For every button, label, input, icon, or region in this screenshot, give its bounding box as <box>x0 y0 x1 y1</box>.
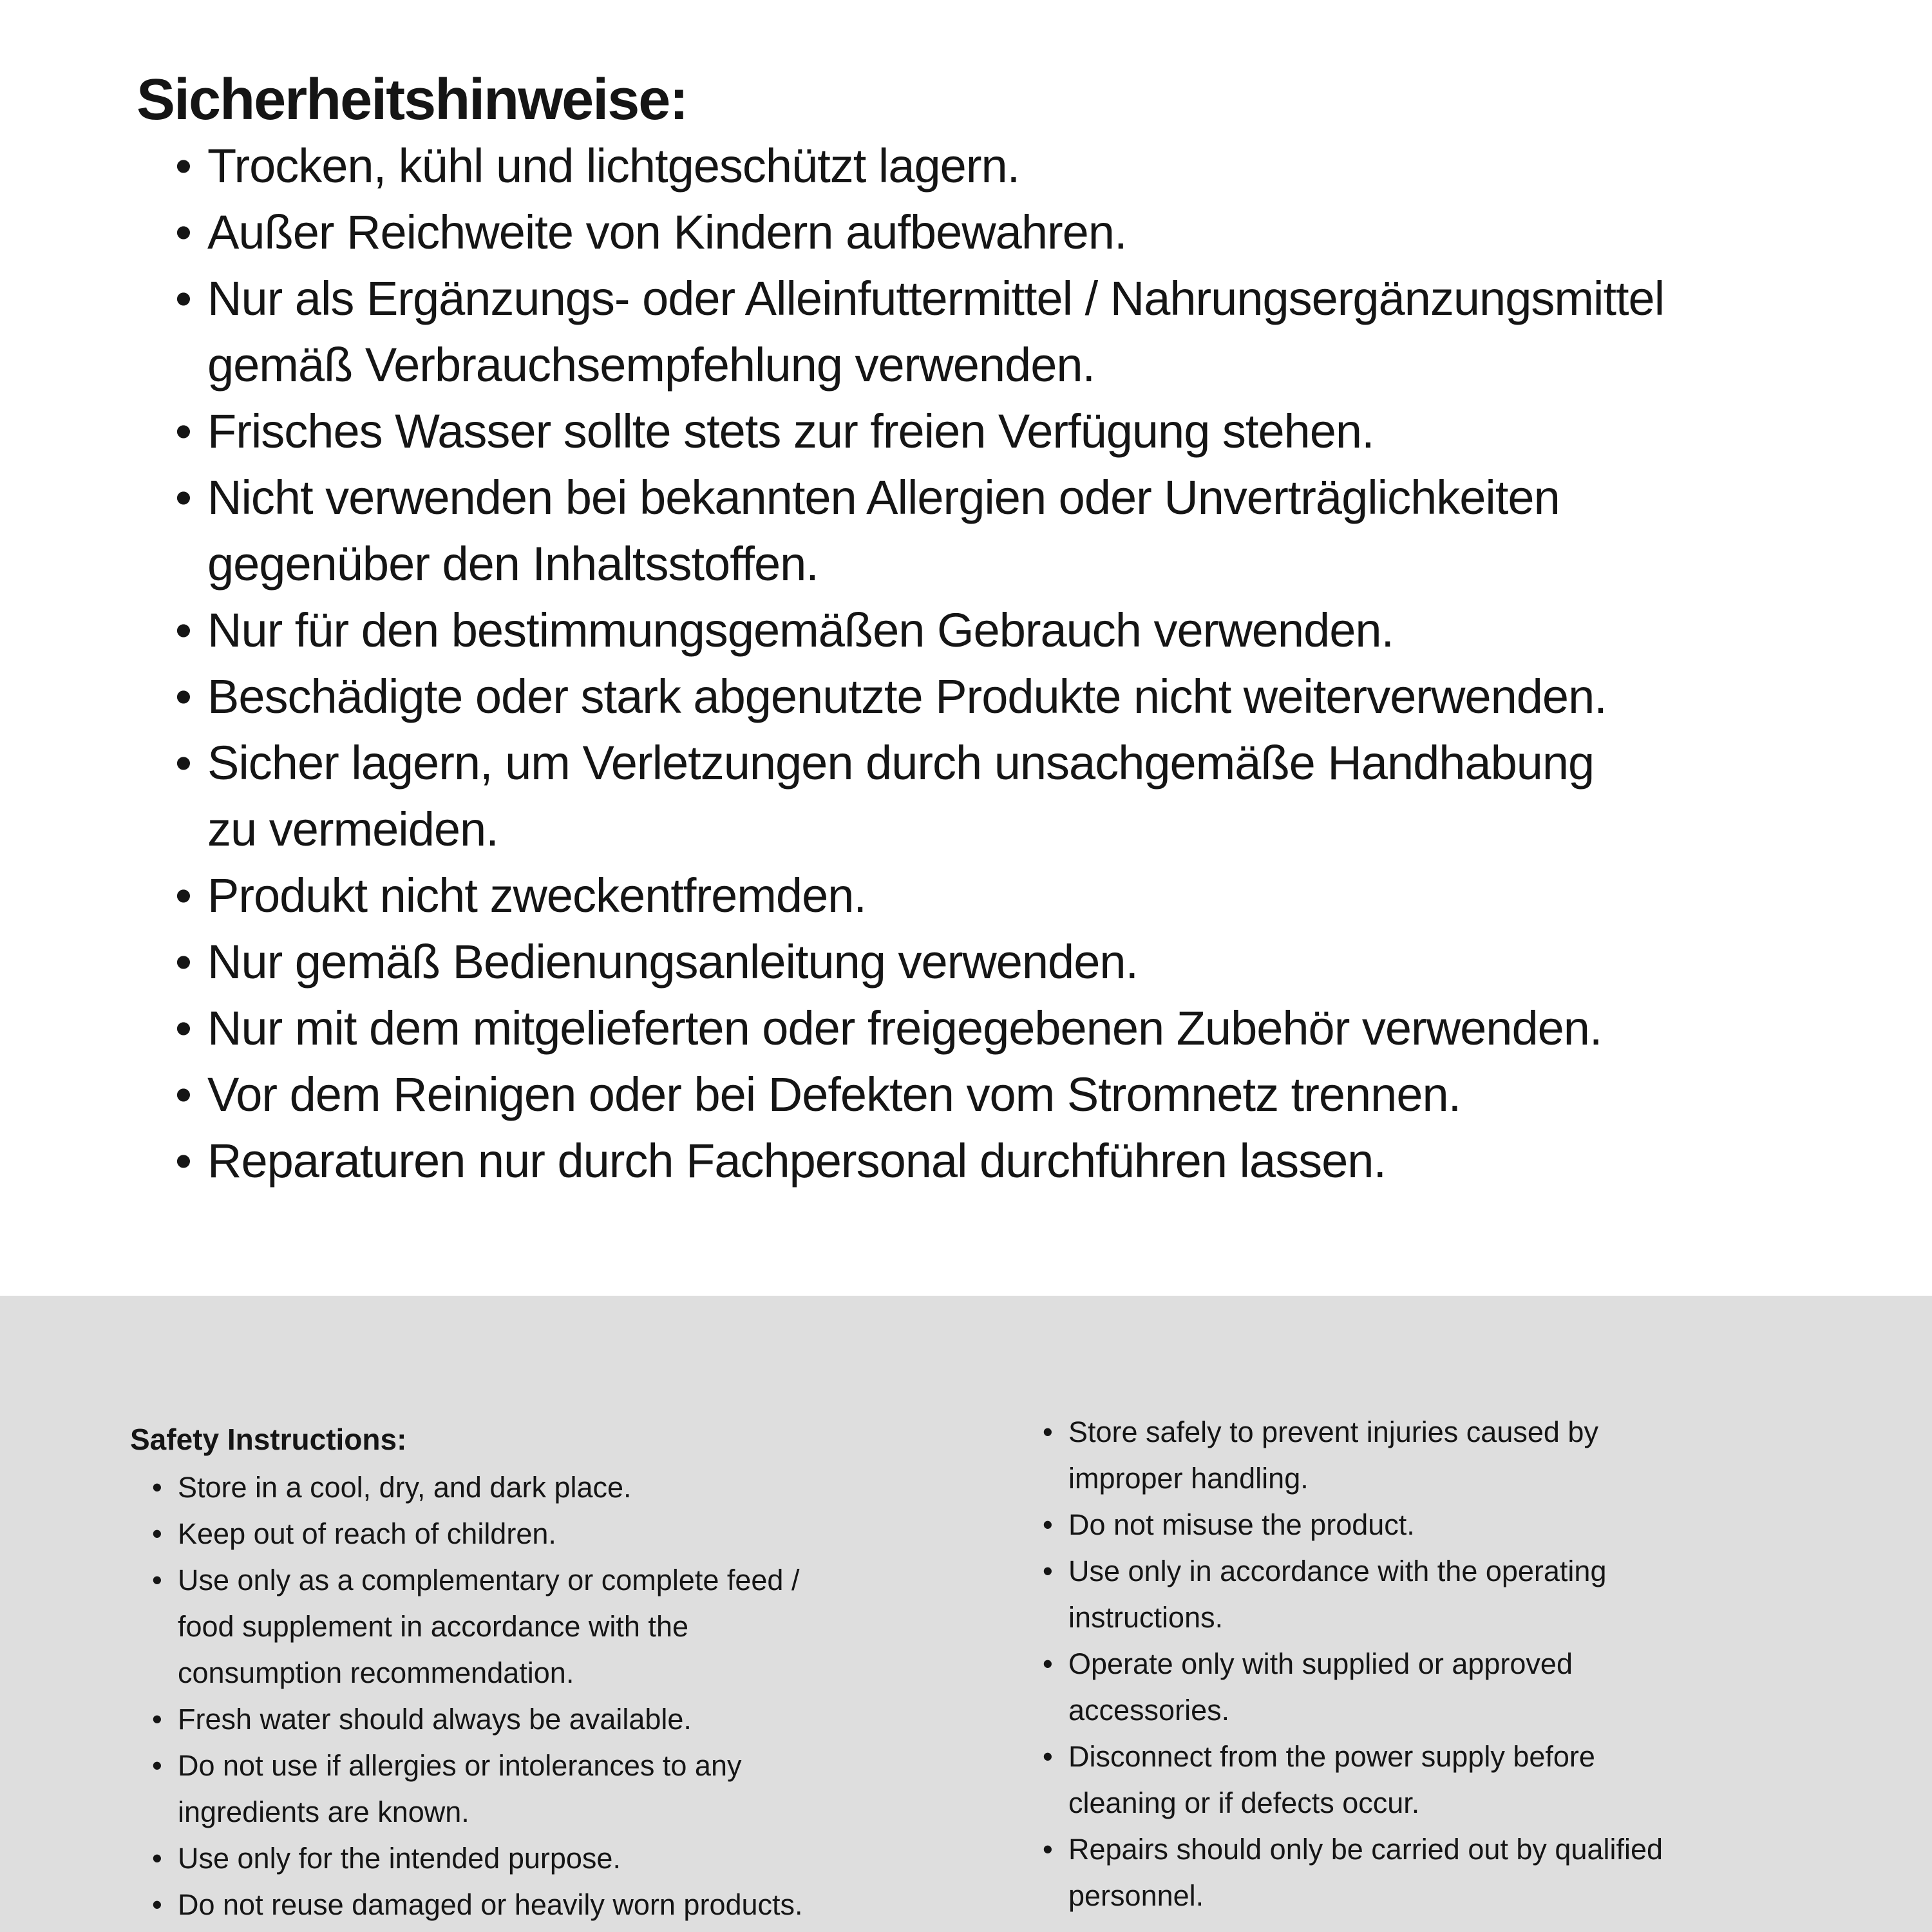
bullet-icon: • <box>175 1001 191 1055</box>
list-item-text: Use only as a complementary or complete feed / <box>178 1564 800 1596</box>
list-item <box>1043 1502 1918 1548</box>
english-left-column <box>152 1464 1054 1928</box>
bullet-icon: • <box>175 139 191 193</box>
list-item-text: improper handling. <box>1068 1462 1309 1495</box>
list-item-text: Nur als Ergänzungs- oder Alleinfuttermittel / Nahrungsergänzungsmittel <box>207 272 1665 325</box>
bullet-icon: • <box>1043 1555 1053 1587</box>
bullet-icon: • <box>1043 1647 1053 1680</box>
list-item-text: Vor dem Reinigen oder bei Defekten vom Stromnetz trennen. <box>207 1068 1461 1121</box>
bullet-icon: • <box>152 1564 162 1596</box>
list-item-text: Keep out of reach of children. <box>178 1517 556 1550</box>
list-item <box>152 1696 1054 1743</box>
bullet-icon: • <box>175 205 191 259</box>
bullet-icon: • <box>175 1068 191 1121</box>
list-item-text: instructions. <box>1068 1601 1224 1634</box>
list-item <box>152 1557 1054 1604</box>
list-item-text: cleaning or if defects occur. <box>1068 1786 1420 1819</box>
list-item <box>152 1743 1054 1789</box>
list-item-text: Store in a cool, dry, and dark place. <box>178 1471 632 1504</box>
list-item-text: Use only in accordance with the operating <box>1068 1555 1607 1587</box>
list-item-text: Do not reuse damaged or heavily worn products. <box>178 1888 803 1921</box>
list-item <box>1043 1641 1918 1687</box>
english-heading: Safety Instructions: <box>130 1423 407 1456</box>
bullet-icon: • <box>175 869 191 922</box>
bullet-icon: • <box>152 1888 162 1921</box>
list-item <box>175 663 1888 730</box>
list-item-continuation <box>152 1650 1054 1696</box>
list-item-continuation <box>1043 1687 1918 1734</box>
list-item <box>152 1835 1054 1882</box>
list-item-text: Operate only with supplied or approved <box>1068 1647 1573 1680</box>
list-item-continuation <box>152 1789 1054 1835</box>
list-item-continuation <box>175 531 1888 597</box>
list-item-text: Store safely to prevent injuries caused by <box>1068 1416 1598 1448</box>
list-item-text: Nur für den bestimmungsgemäßen Gebrauch verwenden. <box>207 603 1394 657</box>
list-item <box>152 1464 1054 1511</box>
list-item-text: zu vermeiden. <box>207 802 498 856</box>
bullet-icon: • <box>175 404 191 458</box>
bullet-icon: • <box>152 1471 162 1504</box>
list-item <box>175 398 1888 464</box>
bullet-icon: • <box>152 1749 162 1782</box>
bullet-icon: • <box>175 603 191 657</box>
list-item <box>175 597 1888 663</box>
list-item <box>1043 1734 1918 1780</box>
german-safety-list <box>175 133 1888 1194</box>
list-item <box>175 464 1888 531</box>
bullet-icon: • <box>1043 1740 1053 1773</box>
list-item <box>175 133 1888 199</box>
list-item <box>175 199 1888 265</box>
list-item-text: Reparaturen nur durch Fachpersonal durchführen lassen. <box>207 1134 1387 1188</box>
bullet-icon: • <box>1043 1833 1053 1866</box>
list-item <box>175 862 1888 929</box>
list-item-text: Frisches Wasser sollte stets zur freien Verfügung stehen. <box>207 404 1374 458</box>
list-item <box>152 1882 1054 1928</box>
list-item-continuation <box>1043 1780 1918 1826</box>
list-item <box>175 1061 1888 1128</box>
bullet-icon: • <box>152 1517 162 1550</box>
list-item-text: gemäß Verbrauchsempfehlung verwenden. <box>207 338 1095 392</box>
list-item-text: Nur mit dem mitgelieferten oder freigegebenen Zubehör verwenden. <box>207 1001 1602 1055</box>
list-item-text: ingredients are known. <box>178 1795 469 1828</box>
list-item-text: Nur gemäß Bedienungsanleitung verwenden. <box>207 935 1139 989</box>
list-item-text: Do not misuse the product. <box>1068 1508 1415 1541</box>
list-item-text: Use only for the intended purpose. <box>178 1842 621 1875</box>
list-item-text: Fresh water should always be available. <box>178 1703 692 1736</box>
list-item-text: Do not use if allergies or intolerances to any <box>178 1749 742 1782</box>
german-title: Sicherheitshinweise: <box>137 68 688 132</box>
list-item-text: Nicht verwenden bei bekannten Allergien oder Unverträglichkeiten <box>207 471 1560 524</box>
list-item-continuation <box>175 332 1888 398</box>
bullet-icon: • <box>175 670 191 723</box>
bullet-icon: • <box>1043 1508 1053 1541</box>
list-item-text: food supplement in accordance with the <box>178 1610 688 1643</box>
bullet-icon: • <box>1043 1416 1053 1448</box>
list-item-text: Trocken, kühl und lichtgeschützt lagern. <box>207 139 1020 193</box>
list-item-continuation <box>1043 1595 1918 1641</box>
list-item <box>175 929 1888 995</box>
english-right-column <box>1043 1409 1918 1919</box>
list-item-text: personnel. <box>1068 1879 1204 1912</box>
bullet-icon: • <box>175 272 191 325</box>
bullet-icon: • <box>175 1134 191 1188</box>
bullet-icon: • <box>175 935 191 989</box>
bullet-icon: • <box>152 1703 162 1736</box>
list-item <box>1043 1548 1918 1595</box>
list-item-text: Sicher lagern, um Verletzungen durch unsachgemäße Handhabung <box>207 736 1595 790</box>
bullet-icon: • <box>152 1842 162 1875</box>
list-item <box>1043 1826 1918 1873</box>
list-item-continuation <box>175 796 1888 862</box>
list-item-text: Außer Reichweite von Kindern aufbewahren. <box>207 205 1127 259</box>
bullet-icon: • <box>175 471 191 524</box>
list-item-text: accessories. <box>1068 1694 1230 1727</box>
list-item <box>175 265 1888 332</box>
list-item-text: consumption recommendation. <box>178 1656 574 1689</box>
list-item <box>175 730 1888 796</box>
list-item-text: Produkt nicht zweckentfremden. <box>207 869 866 922</box>
list-item <box>175 995 1888 1061</box>
list-item-text: Disconnect from the power supply before <box>1068 1740 1595 1773</box>
list-item-continuation <box>152 1604 1054 1650</box>
list-item <box>152 1511 1054 1557</box>
list-item <box>1043 1409 1918 1455</box>
list-item <box>175 1128 1888 1194</box>
list-item-continuation <box>1043 1455 1918 1502</box>
list-item-text: Repairs should only be carried out by qualified <box>1068 1833 1663 1866</box>
bullet-icon: • <box>175 736 191 790</box>
list-item-continuation <box>1043 1873 1918 1919</box>
list-item-text: Beschädigte oder stark abgenutzte Produkte nicht weiterverwenden. <box>207 670 1607 723</box>
list-item-text: gegenüber den Inhaltsstoffen. <box>207 537 819 591</box>
